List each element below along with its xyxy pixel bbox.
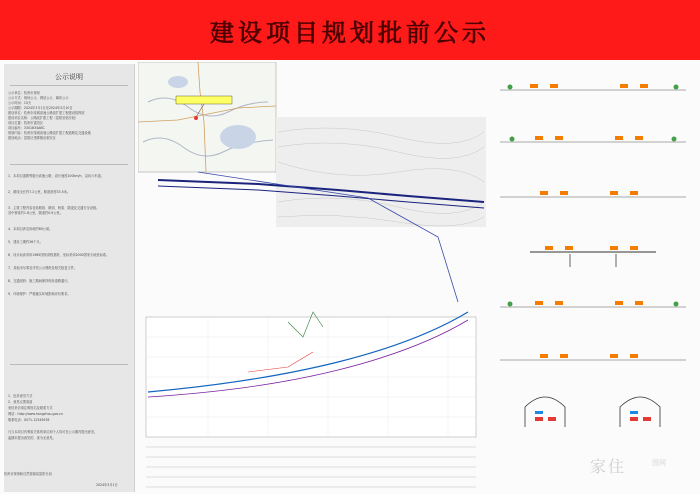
item-line: 6、设计标高采用1985国家高程基准，坐标采用2000国家大地坐标系。: [8, 253, 110, 257]
cross-section: [500, 136, 686, 142]
panel-divider: [10, 364, 128, 365]
watermark-text: 家住: [590, 457, 627, 476]
cross-section-drawings: [490, 62, 696, 492]
terrain-plan: [276, 117, 486, 227]
location-callout: [176, 96, 232, 104]
info-line: 项目编号：3301834ABC: [8, 126, 45, 130]
item-line: 9、环境保护：严格落实环境影响评价要求。: [8, 292, 71, 296]
info-line: 公示方式：现场公示、网站公示、媒体公示: [8, 96, 69, 100]
watermark-subtext: 图网: [652, 459, 666, 467]
tunnel-section: [525, 397, 660, 427]
info-line: 建设单位：杭州市绕城高速公路改扩建工程建设指挥部: [8, 111, 85, 115]
item-line: 2、路线全长约7.2公里，路基宽度33.5米。: [8, 190, 71, 194]
info-line: 项目位置：杭州市富阳区: [8, 121, 44, 125]
notice-title: 建设项目规划批前公示: [210, 18, 490, 47]
info-line: 公示单位：杭州市规划: [8, 91, 40, 95]
lake-area: [220, 125, 256, 149]
item-line: 5、建设工期约36个月。: [8, 240, 43, 244]
cross-section: [500, 301, 686, 307]
info-line: 规划内容：杭州市绕城高速公路改扩建工程道路及交通设施: [8, 131, 91, 135]
panel-divider: [10, 85, 128, 86]
panel-heading: 公示说明: [55, 73, 83, 81]
note-line: 逾期未提出意见的，视为无意见。: [8, 436, 56, 440]
info-line: 建设地点：富阳区受降镇至临安区: [8, 136, 56, 140]
cross-section: [500, 84, 686, 90]
notice-description-panel: [4, 64, 135, 492]
note-line: 联系电话：0571-12345678: [8, 418, 50, 422]
location-marker: [194, 116, 198, 120]
note-line: 1、征求意见方式: [8, 394, 33, 398]
item-line: 其中桥梁约1.8公里，隧道约0.9公里。: [8, 211, 63, 215]
issuing-organization: 杭州市规划和自然资源局富阳分局: [4, 472, 52, 476]
panel-divider: [10, 164, 128, 165]
note-line: 2、意见反馈渠道: [8, 400, 33, 404]
info-line: 建设项目名称：公路改扩建工程（富阳至临安段）: [8, 116, 79, 120]
info-line: 公示期限：2024年3月1日至2024年3月10日: [8, 106, 73, 110]
cross-section: [500, 191, 686, 197]
plan-and-profile-svg: [138, 62, 486, 492]
item-line: 4、本项目涉及用地约60公顷。: [8, 227, 53, 231]
cross-sections-svg: [490, 62, 696, 492]
profile-data-table: [146, 447, 476, 487]
issue-date: 2024年3月1日: [96, 483, 118, 487]
item-line: 1、本项目道路等级为高速公路，设计速度100km/h，双向六车道。: [8, 174, 104, 178]
info-line: 公示时间：10天: [8, 101, 32, 105]
item-line: 3、主要工程内容包括路基、路面、桥梁、隧道及交通安全设施。: [8, 206, 100, 210]
item-line: 8、交通组织：施工期间保持现有道路通行。: [8, 279, 71, 283]
note-line: 网站：http://www.hangzhou.gov.cn: [8, 412, 63, 416]
note-line: 凡与本项目有利害关系的单位和个人均可在公示期内提出意见。: [8, 430, 98, 434]
item-line: 7、其他未尽事宜详见公示图纸及相关批复文件。: [8, 266, 77, 270]
bridge-section: [530, 246, 656, 267]
route-plan-drawing: [138, 62, 486, 492]
lake-area: [168, 76, 188, 88]
cross-section: [500, 354, 686, 360]
note-line: 来信来访请注明姓名及联系方式: [8, 406, 53, 410]
